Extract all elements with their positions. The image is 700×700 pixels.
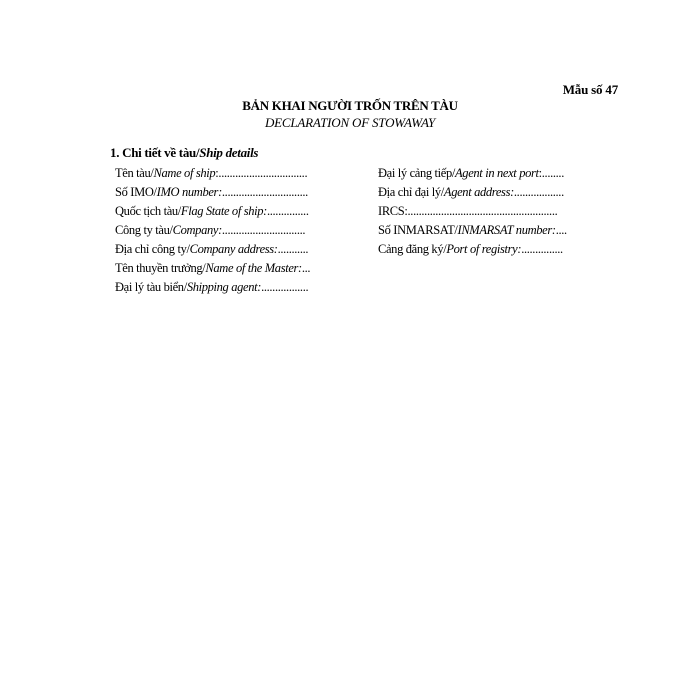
document-title: BẢN KHAI NGƯỜI TRỐN TRÊN TÀU (242, 98, 458, 113)
field-label-en: Name of the Master: (205, 261, 302, 275)
field-label-vi: Địa chỉ đại lý/ (378, 185, 444, 199)
section-heading-en: Ship details (199, 145, 259, 160)
field-label-en: Company: (172, 223, 222, 237)
field-dots: ................. (261, 280, 309, 294)
field-label-en: Port of registry: (446, 242, 522, 256)
field-label-vi: Tên thuyền trưởng/ (115, 261, 206, 275)
section-heading-vi: 1. Chi tiết về tàu/ (110, 145, 200, 160)
field-label-vi: Số IMO/ (115, 185, 157, 199)
field-dots: ...................................................... (407, 204, 558, 218)
field-label-vi: Đại lý tàu biển/ (115, 280, 187, 294)
field-label-vi: Số INMARSAT/ (378, 223, 458, 237)
field-dots: .... (555, 223, 567, 237)
field-label-en: INMARSAT number: (457, 223, 556, 237)
field-port-of-registry[interactable] (378, 240, 567, 259)
document-subtitle: DECLARATION OF STOWAWAY (264, 115, 436, 130)
field-label-vi: Quốc tịch tàu/ (115, 204, 181, 218)
field-label-vi: Đại lý cảng tiếp/ (378, 166, 456, 180)
field-label-en: Company address: (189, 242, 278, 256)
field-dots: :........ (538, 166, 564, 180)
ship-details-right-column (378, 164, 567, 259)
field-dots: .............................. (221, 223, 306, 237)
field-dots: :................................ (215, 166, 308, 180)
field-dots: ............................... (221, 185, 308, 199)
field-agent-address[interactable] (378, 183, 567, 202)
section-heading-ship-details (110, 145, 258, 161)
field-label-en: Agent in next port (455, 166, 539, 180)
field-dots: .................. (513, 185, 564, 199)
field-master-name[interactable] (115, 259, 310, 278)
field-label-vi: Tên tàu/ (115, 166, 154, 180)
field-dots: ............... (266, 204, 309, 218)
field-label-vi: Công ty tàu/ (115, 223, 173, 237)
field-label-en: Name of ship (153, 166, 216, 180)
field-label-en: Shipping agent: (186, 280, 262, 294)
field-name-of-ship[interactable] (115, 164, 310, 183)
ship-details-left-column (115, 164, 310, 297)
field-dots: ........... (277, 242, 309, 256)
field-label-vi: IRCS: (378, 204, 408, 218)
field-company-address[interactable] (115, 240, 310, 259)
field-agent-next-port[interactable] (378, 164, 567, 183)
field-label-vi: Cảng đăng ký/ (378, 242, 447, 256)
form-number: Mẫu số 47 (562, 82, 618, 97)
field-inmarsat-number[interactable] (378, 221, 567, 240)
field-ircs[interactable] (378, 202, 567, 221)
field-company[interactable] (115, 221, 310, 240)
field-label-en: Agent address: (443, 185, 514, 199)
field-label-en: IMO number: (156, 185, 222, 199)
field-dots: ... (301, 261, 311, 275)
field-flag-state[interactable] (115, 202, 310, 221)
field-imo-number[interactable] (115, 183, 310, 202)
field-shipping-agent[interactable] (115, 278, 310, 297)
field-label-en: Flag State of ship: (180, 204, 267, 218)
field-label-vi: Địa chỉ công ty/ (115, 242, 190, 256)
field-dots: ............... (521, 242, 563, 256)
